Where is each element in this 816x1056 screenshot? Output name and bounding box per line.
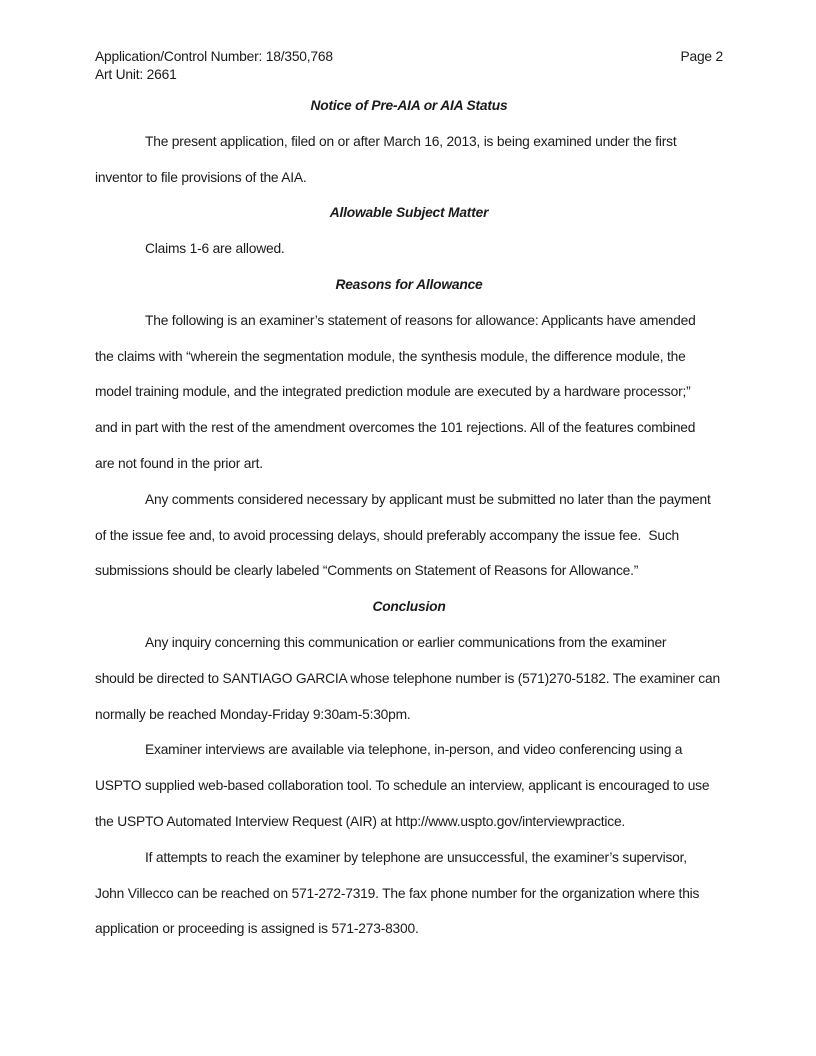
paragraph-first-line: The present application, filed on or after March 16, 2013, is being examined under the first: [145, 133, 677, 149]
application-control-number: Application/Control Number: 18/350,768: [95, 49, 333, 64]
body-line: should be directed to SANTIAGO GARCIA whose telephone number is (571)270-5182. The examiner can: [95, 670, 720, 686]
body-line: and in part with the rest of the amendment overcomes the 101 rejections. All of the features combined: [95, 420, 696, 436]
heading-notice-of-pre-aia-or-aia-status: Notice of Pre-AIA or AIA Status: [310, 98, 508, 113]
page-number: Page 2: [680, 49, 723, 64]
heading-allowable-subject-matter: Allowable Subject Matter: [329, 205, 489, 221]
body-line: inventor to file provisions of the AIA.: [95, 169, 307, 185]
body-line: the USPTO Automated Interview Request (AIR) at http://www.uspto.gov/interviewpractice.: [95, 813, 626, 829]
heading-conclusion: Conclusion: [372, 599, 446, 615]
body-line: application or proceeding is assigned is 571-273-8300.: [95, 921, 419, 937]
paragraph-first-line: The following is an examiner’s statement of reasons for allowance: Applicants have amended: [145, 312, 696, 328]
art-unit: Art Unit: 2661: [95, 67, 177, 82]
paragraph-first-line: Examiner interviews are available via telephone, in-person, and video conferencing using a: [145, 742, 683, 758]
paragraph-first-line: Any inquiry concerning this communication or earlier communications from the examiner: [145, 634, 667, 650]
body-line: of the issue fee and, to avoid processing delays, should preferably accompany the issue fee. Such: [95, 527, 679, 543]
body-line: John Villecco can be reached on 571-272-7319. The fax phone number for the organization where this: [95, 885, 700, 901]
page-header: [95, 48, 723, 84]
header-row-2: [95, 66, 723, 84]
body-line: model training module, and the integrated prediction module are executed by a hardware processor;”: [95, 384, 691, 400]
paragraph-first-line: Any comments considered necessary by applicant must be submitted no later than the payment: [145, 491, 711, 507]
body-line: submissions should be clearly labeled “Comments on Statement of Reasons for Allowance.”: [95, 563, 639, 579]
paragraph-first-line: Claims 1-6 are allowed.: [145, 241, 285, 257]
body-line: the claims with “wherein the segmentation module, the synthesis module, the difference module, the: [95, 348, 686, 364]
heading-reasons-for-allowance: Reasons for Allowance: [335, 276, 483, 292]
document-body: [95, 88, 723, 947]
paragraph-first-line: If attempts to reach the examiner by telephone are unsuccessful, the examiner’s supervisor,: [145, 849, 687, 865]
body-line: normally be reached Monday-Friday 9:30am-5:30pm.: [95, 706, 411, 722]
header-row-1: [95, 48, 723, 66]
body-line: USPTO supplied web-based collaboration tool. To schedule an interview, applicant is encouraged to use: [95, 778, 710, 794]
body-line: are not found in the prior art.: [95, 455, 263, 471]
